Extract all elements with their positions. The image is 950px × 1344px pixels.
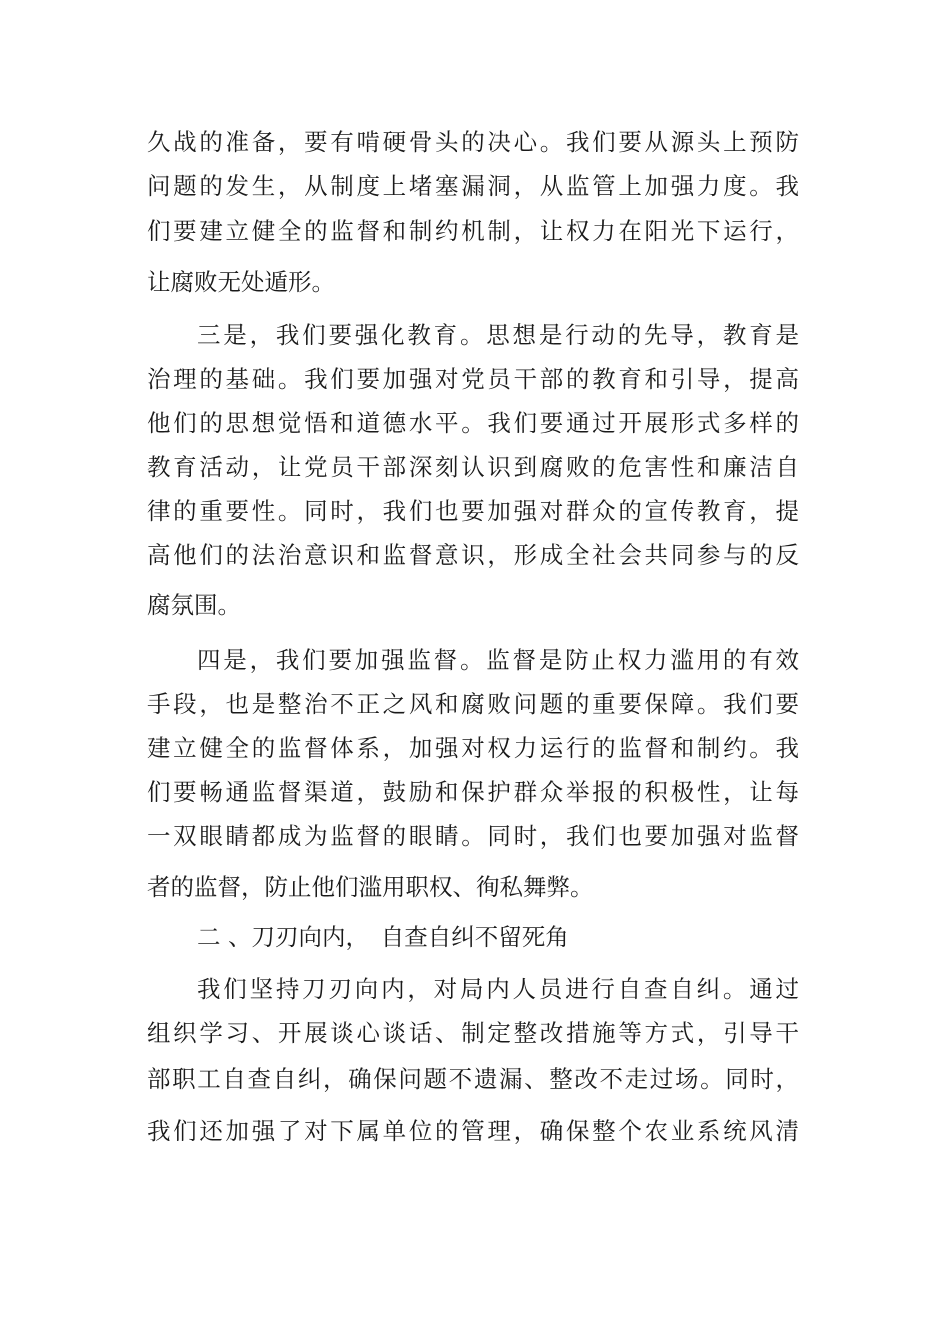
text-line: 高他们的法治意识和监督意识，形成全社会共同参与的反 xyxy=(147,541,799,569)
text-line: 他们的思想觉悟和道德水平。我们要通过开展形式多样的 xyxy=(147,409,799,437)
text-line: 问题的发生，从制度上堵塞漏洞，从监管上加强力度。我 xyxy=(147,172,799,200)
paragraph-first-line: 三是，我们要强化教育。思想是行动的先导，教育是 xyxy=(197,321,799,349)
text-line: 们要建立健全的监督和制约机制，让权力在阳光下运行， xyxy=(147,217,799,245)
text-line: 律的重要性。同时，我们也要加强对群众的宣传教育，提 xyxy=(147,497,799,525)
paragraph-first-line: 我们坚持刀刃向内，对局内人员进行自查自纠。通过 xyxy=(197,975,799,1003)
text-line: 建立健全的监督体系，加强对权力运行的监督和制约。我 xyxy=(147,734,799,762)
text-line: 手段，也是整治不正之风和腐败问题的重要保障。我们要 xyxy=(147,690,799,718)
text-line: 我们还加强了对下属单位的管理，确保整个农业系统风清 xyxy=(147,1117,799,1145)
section-heading: 二 、刀刃向内， 自查自纠不留死角 xyxy=(197,923,569,951)
text-line: 让腐败无处遁形。 xyxy=(147,268,335,296)
text-line: 教育活动，让党员干部深刻认识到腐败的危害性和廉洁自 xyxy=(147,453,799,481)
text-line: 者的监督，防止他们滥用职权、徇私舞弊。 xyxy=(147,873,594,901)
text-line: 久战的准备，要有啃硬骨头的决心。我们要从源头上预防 xyxy=(147,128,799,156)
paragraph-first-line: 四是，我们要加强监督。监督是防止权力滥用的有效 xyxy=(197,646,799,674)
text-line: 组织学习、开展谈心谈话、制定整改措施等方式，引导干 xyxy=(147,1019,799,1047)
text-line: 一双眼睛都成为监督的眼睛。同时，我们也要加强对监督 xyxy=(147,822,799,850)
text-line: 腐氛围。 xyxy=(147,591,241,619)
text-line: 部职工自查自纠，确保问题不遗漏、整改不走过场。同时， xyxy=(147,1065,799,1093)
text-line: 治理的基础。我们要加强对党员干部的教育和引导，提高 xyxy=(147,365,799,393)
text-line: 们要畅通监督渠道，鼓励和保护群众举报的积极性，让每 xyxy=(147,778,799,806)
